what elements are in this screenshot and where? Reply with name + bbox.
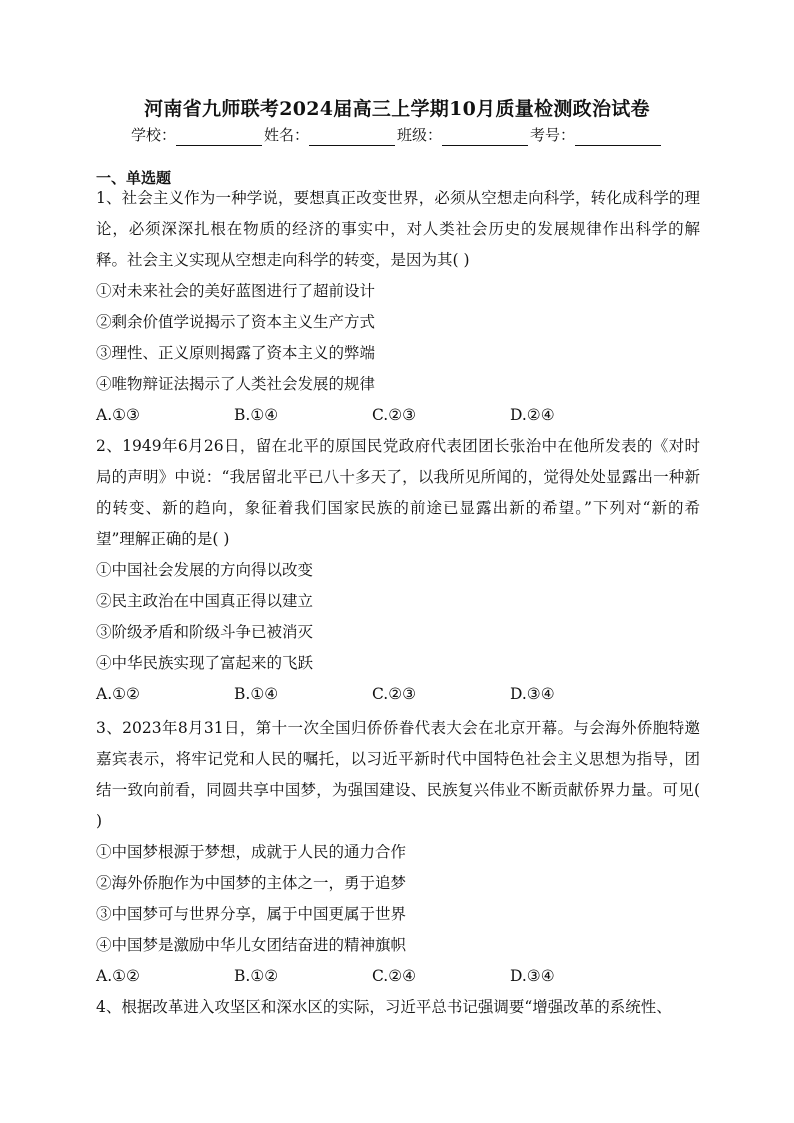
choice-c[interactable]: C.②③ bbox=[372, 685, 417, 703]
student-info-row bbox=[0, 124, 794, 146]
answer-choices bbox=[96, 400, 700, 431]
name-field bbox=[264, 124, 397, 146]
school-blank[interactable] bbox=[176, 127, 262, 146]
choice-d[interactable]: D.②④ bbox=[510, 406, 555, 424]
choice-d[interactable]: D.③④ bbox=[510, 967, 555, 985]
choice-b[interactable]: B.①② bbox=[234, 967, 279, 985]
question-2 bbox=[96, 431, 700, 710]
statement-option: ③理性、正义原则揭露了资本主义的弊端 bbox=[96, 344, 376, 362]
choice-a[interactable]: A.①② bbox=[96, 685, 140, 703]
statement-option: ①中国梦根源于梦想，成就于人民的通力合作 bbox=[96, 843, 407, 861]
school-field bbox=[131, 124, 264, 146]
exam-title: 河南省九师联考2024届高三上学期10月质量检测政治试卷 bbox=[144, 98, 650, 120]
statement-option: ②民主政治在中国真正得以建立 bbox=[96, 592, 314, 610]
name-blank[interactable] bbox=[309, 127, 395, 146]
school-label: 学校： bbox=[130, 126, 176, 144]
question-stem: 3、2023年8月31日，第十一次全国归侨侨眷代表大会在北京开幕。与会海外侨胞特邀嘉宾表示，将牢记党和人民的嘱托，以习近平新时代中国特色社会主义思想为指导，团结一致向前看，同圆共享中国梦，为强国建设、民族复兴伟业不断贡献侨界力量。可见( ) bbox=[96, 719, 700, 830]
question-stem: 4、根据改革进入攻坚区和深水区的实际，习近平总书记强调要“增强改革的系统性、 bbox=[96, 998, 672, 1016]
choice-d[interactable]: D.③④ bbox=[510, 685, 555, 703]
choice-a[interactable]: A.①③ bbox=[96, 406, 140, 424]
statement-option: ②海外侨胞作为中国梦的主体之一，勇于追梦 bbox=[96, 874, 407, 892]
choice-b[interactable]: B.①④ bbox=[234, 406, 279, 424]
statement-option: ①中国社会发展的方向得以改变 bbox=[96, 561, 314, 579]
question-1 bbox=[96, 183, 700, 431]
section-heading: 一、单选题 bbox=[96, 169, 172, 187]
class-label: 班级： bbox=[397, 126, 443, 144]
class-field bbox=[397, 124, 530, 146]
statement-option: ③中国梦可与世界分享，属于中国更属于世界 bbox=[96, 905, 407, 923]
choice-c[interactable]: C.②④ bbox=[372, 967, 417, 985]
answer-choices bbox=[96, 961, 700, 992]
exam-no-label: 考号： bbox=[530, 126, 576, 144]
class-blank[interactable] bbox=[442, 127, 528, 146]
choice-a[interactable]: A.①② bbox=[96, 967, 140, 985]
statement-option: ④中国梦是激励中华儿女团结奋进的精神旗帜 bbox=[96, 936, 407, 954]
statement-option: ③阶级矛盾和阶级斗争已被消灭 bbox=[96, 623, 314, 641]
statement-option: ④中华民族实现了富起来的飞跃 bbox=[96, 654, 314, 672]
exam-no-blank[interactable] bbox=[575, 127, 661, 146]
statement-option: ①对未来社会的美好蓝图进行了超前设计 bbox=[96, 282, 376, 300]
question-stem: 2、1949年6月26日，留在北平的原国民党政府代表团团长张治中在他所发表的《对时局的声明》中说：“我居留北平已八十多天了，以我所见所闻的，觉得处处显露出一种新的转变、新的趋向，象征着我们国家民族的前途已显露出新的希望。”下列对“新的希望”理解正确的是( ) bbox=[96, 437, 700, 548]
answer-choices bbox=[96, 679, 700, 710]
question-3 bbox=[96, 713, 700, 992]
choice-b[interactable]: B.①④ bbox=[234, 685, 279, 703]
name-label: 姓名： bbox=[263, 126, 309, 144]
question-4 bbox=[96, 992, 700, 1023]
choice-c[interactable]: C.②③ bbox=[372, 406, 417, 424]
question-stem: 1、社会主义作为一种学说，要想真正改变世界，必须从空想走向科学，转化成科学的理论，必须深深扎根在物质的经济的事实中，对人类社会历史的发展规律作出科学的解释。社会主义实现从空想走向科学的转变，是因为其( ) bbox=[96, 189, 700, 269]
exam-no-field bbox=[530, 124, 663, 146]
statement-option: ②剩余价值学说揭示了资本主义生产方式 bbox=[96, 313, 376, 331]
statement-option: ④唯物辩证法揭示了人类社会发展的规律 bbox=[96, 375, 376, 393]
